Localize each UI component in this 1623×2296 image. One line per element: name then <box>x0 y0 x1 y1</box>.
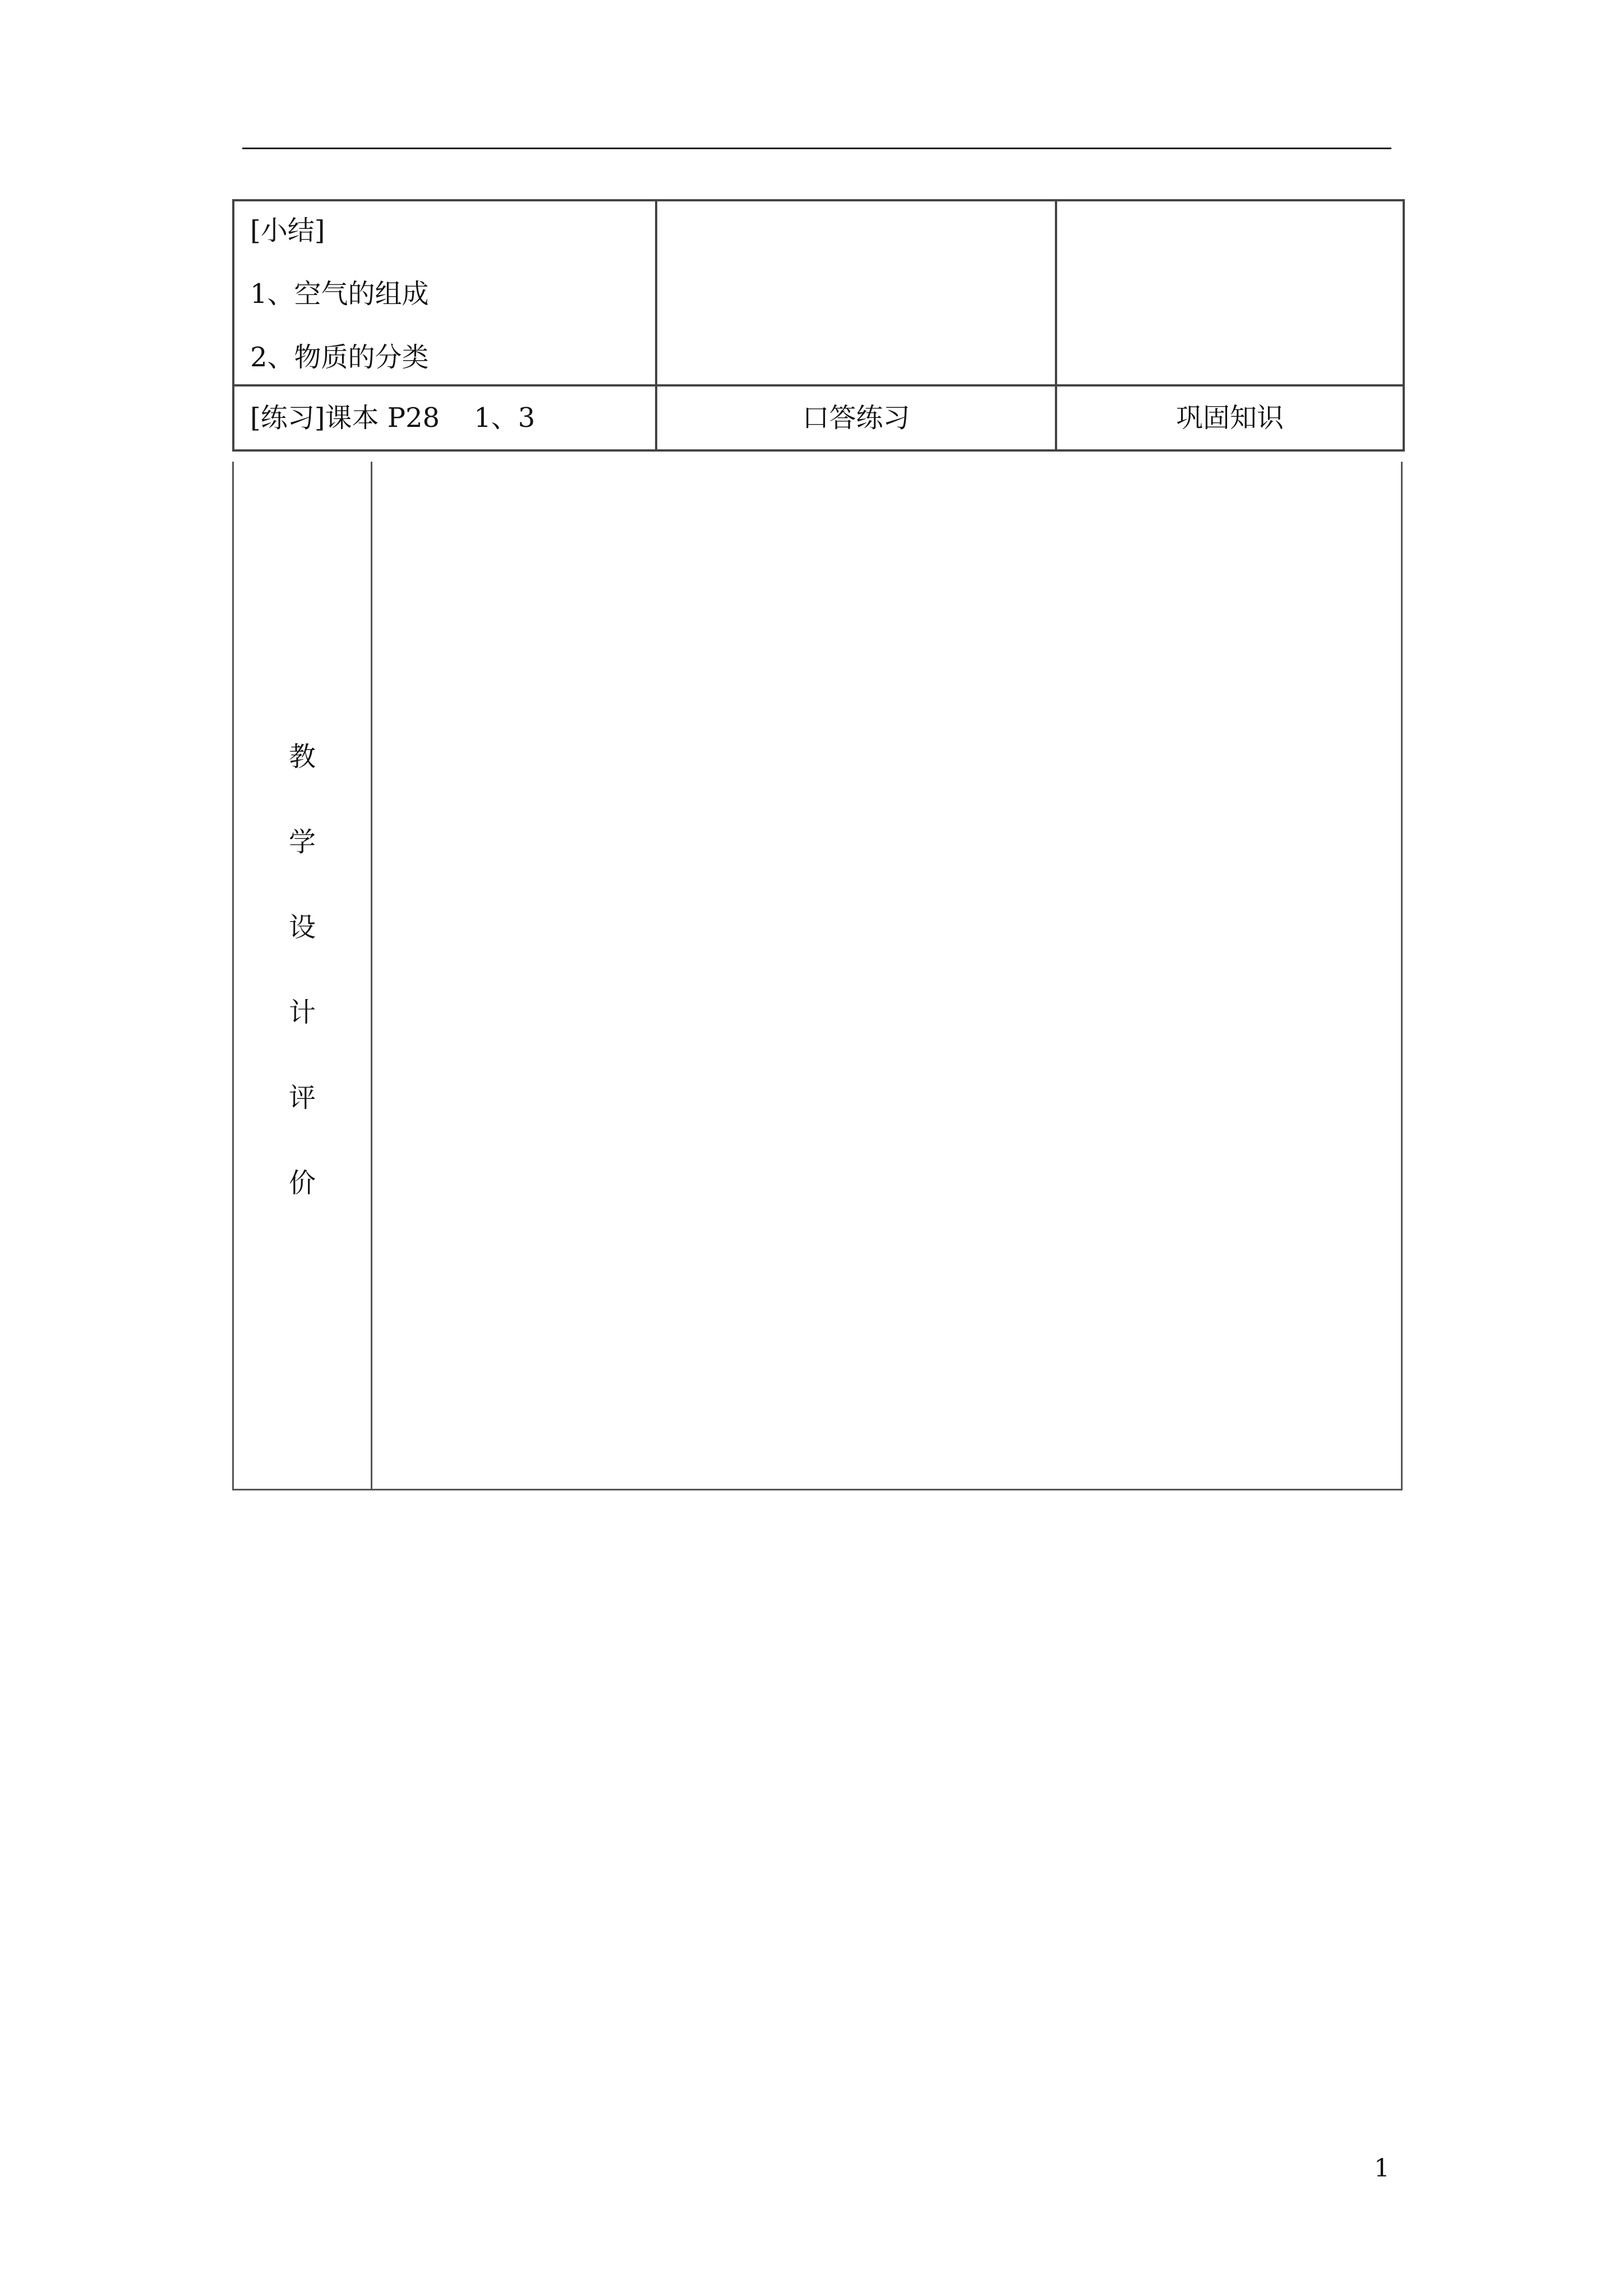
lesson-table <box>232 199 1405 452</box>
evaluation-divider <box>371 462 372 1489</box>
evaluation-label-char: 教 <box>288 741 316 772</box>
summary-cell <box>233 200 656 385</box>
practice-activity: 口答练习 <box>656 385 1056 450</box>
evaluation-label-char: 评 <box>288 1082 316 1114</box>
evaluation-label-char: 学 <box>288 826 316 858</box>
evaluation-label-char: 设 <box>288 912 316 943</box>
evaluation-label-char: 价 <box>288 1167 316 1199</box>
summary-row <box>233 200 1404 385</box>
summary-purpose-cell <box>1056 200 1404 385</box>
practice-content: [练习]课本 P28 1、3 <box>233 385 656 450</box>
evaluation-section <box>232 462 1403 1490</box>
summary-item: 2、物质的分类 <box>250 342 429 373</box>
evaluation-label-char: 计 <box>288 997 316 1028</box>
summary-heading: [小结] <box>250 215 325 246</box>
practice-row <box>233 385 1404 450</box>
summary-item: 1、空气的组成 <box>250 278 429 310</box>
evaluation-label <box>234 743 371 1255</box>
header-rule <box>242 148 1391 149</box>
summary-activity-cell <box>656 200 1056 385</box>
page-number: 1 <box>1374 2154 1390 2183</box>
practice-purpose: 巩固知识 <box>1056 385 1404 450</box>
